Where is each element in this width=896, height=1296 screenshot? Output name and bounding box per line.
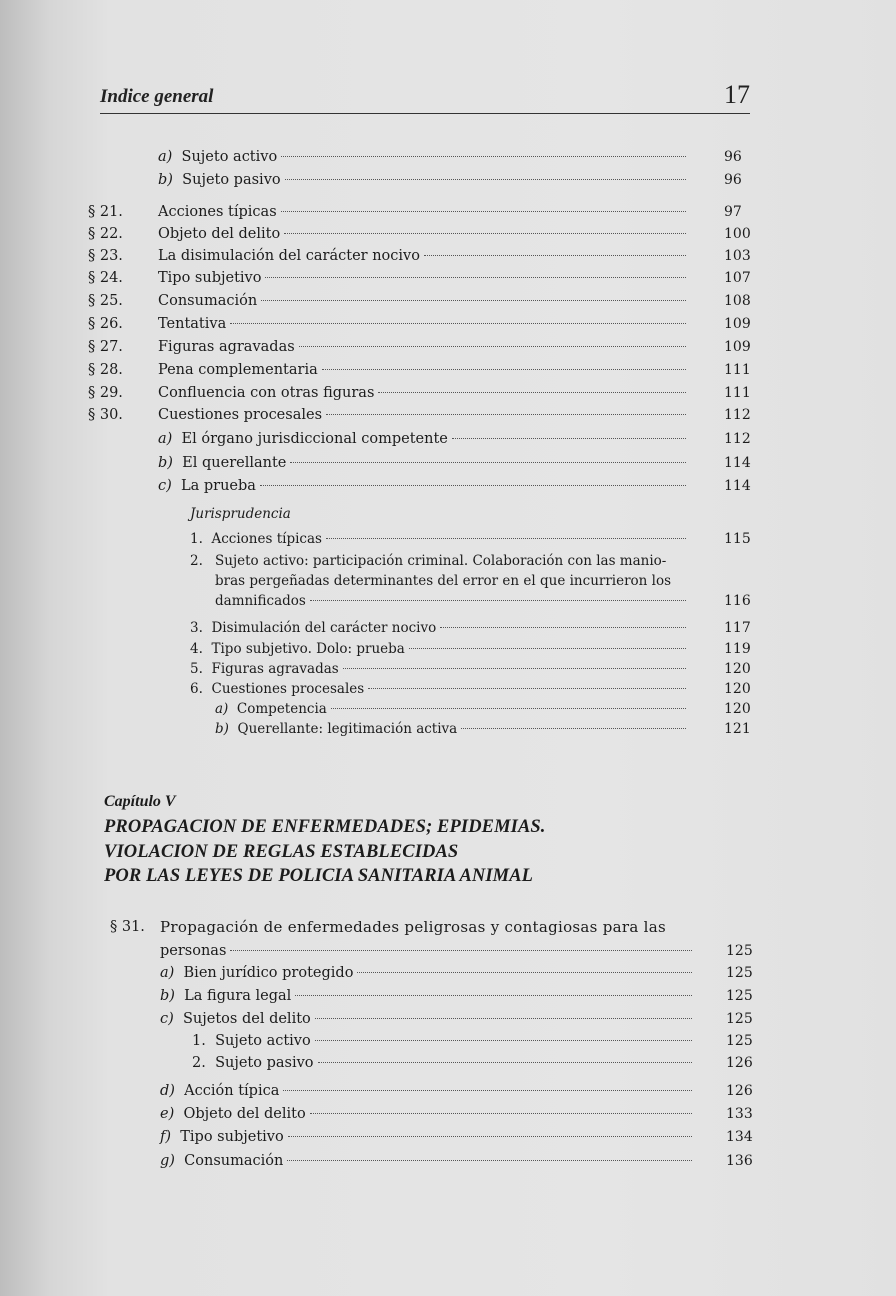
entry-text: Tipo subjetivo. Dolo: prueba [211, 641, 405, 657]
entry-text: Sujeto pasivo [182, 172, 281, 188]
toc-entry[interactable] [160, 1103, 753, 1125]
entry-page: 125 [726, 988, 753, 1004]
header-title: Indice general [100, 86, 214, 107]
entry-page: 133 [726, 1106, 753, 1122]
entry-label: a) [160, 965, 175, 981]
dot-leader [230, 322, 686, 324]
entry-text: Tipo subjetivo [158, 270, 262, 286]
jurisprudence-title: Jurisprudencia [190, 506, 291, 522]
section-number: § 21. [88, 204, 123, 220]
entry-label: a) [158, 431, 173, 447]
entry-text: Sujeto activo [215, 1033, 311, 1049]
dot-leader [290, 461, 686, 463]
entry-page: 120 [724, 681, 751, 697]
entry-label: 4. [190, 641, 203, 657]
entry-label: c) [160, 1011, 174, 1027]
toc-entry[interactable] [158, 146, 742, 168]
entry-text: Disimulación del carácter nocivo [211, 620, 437, 636]
dot-leader [230, 949, 692, 951]
page-number: 17 [724, 80, 750, 109]
entry-text: Figuras agravadas [158, 339, 295, 355]
dot-leader [326, 537, 686, 539]
dot-leader [424, 254, 686, 256]
section-number: § 22. [88, 226, 123, 242]
dot-leader [281, 210, 686, 212]
toc-entry[interactable] [160, 1080, 753, 1102]
section-number: § 27. [88, 339, 123, 355]
toc-entry[interactable] [160, 985, 753, 1007]
entry-text: Pena complementaria [158, 362, 318, 378]
entry-text: Acciones típicas [211, 531, 322, 547]
entry-text: El querellante [182, 455, 287, 471]
jurisprudence-entry[interactable] [190, 638, 751, 660]
entry-text: Cuestiones procesales [211, 681, 365, 697]
toc-entry[interactable] [88, 359, 751, 381]
entry-text: La disimulación del carácter nocivo [158, 248, 420, 264]
toc-entry[interactable] [88, 313, 751, 335]
dot-leader [310, 599, 686, 601]
section-number: § 24. [88, 270, 123, 286]
chapter-heading-line: PROPAGACION DE ENFERMEDADES; EPIDEMIAS. [104, 817, 546, 837]
dot-leader [318, 1061, 692, 1063]
entry-text: Objeto del delito [158, 226, 281, 242]
jurisprudence-entry-text-line: Sujeto activo: participación criminal. Colaboración con las manio- [215, 553, 667, 569]
dot-leader [315, 1017, 692, 1019]
entry-text: Sujeto pasivo [215, 1055, 314, 1071]
jurisprudence-entry[interactable] [215, 698, 751, 720]
toc-entry[interactable] [88, 245, 751, 267]
dot-leader [287, 1159, 692, 1161]
section-number: § 23. [88, 248, 123, 264]
toc-entry[interactable] [88, 290, 751, 312]
entry-page: 97 [724, 204, 742, 220]
toc-entry[interactable] [160, 962, 753, 984]
section-31-text-line: Propagación de enfermedades peligrosas y contagiosas para las [160, 918, 667, 936]
dot-leader [310, 1112, 692, 1114]
entry-page: 115 [724, 531, 751, 547]
dot-leader [265, 276, 686, 278]
entry-page: 120 [724, 661, 751, 677]
entry-page: 108 [724, 293, 751, 309]
entry-label: b) [158, 172, 173, 188]
toc-entry[interactable] [160, 1150, 753, 1172]
entry-page: 125 [726, 943, 753, 959]
jurisprudence-entry[interactable] [190, 617, 751, 639]
entry-text: Consumación [184, 1153, 284, 1169]
toc-entry[interactable] [160, 1008, 753, 1030]
entry-page: 120 [724, 701, 751, 717]
entry-page: 100 [724, 226, 751, 242]
entry-page: 96 [724, 172, 742, 188]
dot-leader [357, 971, 692, 973]
jurisprudence-entry[interactable] [215, 718, 751, 740]
jurisprudence-entry[interactable] [215, 590, 751, 612]
toc-entry[interactable] [160, 940, 753, 962]
entry-text: Acciones típicas [158, 204, 277, 220]
dot-leader [295, 994, 692, 996]
dot-leader [461, 727, 686, 729]
entry-label: b) [215, 721, 229, 737]
dot-leader [315, 1039, 692, 1041]
toc-entry[interactable] [88, 201, 742, 223]
entry-page: 109 [724, 339, 751, 355]
entry-page: 134 [726, 1129, 753, 1145]
entry-page: 96 [724, 149, 742, 165]
jurisprudence-entry-label: 2. [190, 553, 203, 569]
dot-leader [378, 391, 686, 393]
toc-entry[interactable] [192, 1030, 753, 1052]
entry-label: d) [160, 1083, 175, 1099]
entry-text: Figuras agravadas [211, 661, 339, 677]
dot-leader [440, 626, 686, 628]
entry-page: 112 [724, 407, 751, 423]
dot-leader [261, 299, 686, 301]
toc-entry[interactable] [88, 223, 751, 245]
entry-text: Consumación [158, 293, 258, 309]
dot-leader [452, 437, 686, 439]
entry-page: 125 [726, 1011, 753, 1027]
entry-page: 111 [724, 385, 751, 401]
entry-text: Querellante: legitimación activa [237, 721, 458, 737]
chapter-heading-line: VIOLACION DE REGLAS ESTABLECIDAS [104, 842, 459, 862]
entry-page: 136 [726, 1153, 753, 1169]
entry-label: c) [158, 478, 172, 494]
dot-leader [260, 484, 686, 486]
entry-text: personas [160, 943, 227, 959]
entry-page: 117 [724, 620, 751, 636]
section-number: § 30. [88, 407, 123, 423]
entry-page: 126 [726, 1055, 753, 1071]
jurisprudence-entry[interactable] [190, 678, 751, 700]
entry-text: Objeto del delito [183, 1106, 306, 1122]
entry-page: 111 [724, 362, 751, 378]
entry-text: Sujetos del delito [183, 1011, 311, 1027]
entry-page: 126 [726, 1083, 753, 1099]
toc-entry[interactable] [158, 169, 742, 191]
entry-page: 125 [726, 965, 753, 981]
dot-leader [343, 667, 686, 669]
dot-leader [284, 232, 686, 234]
entry-page: 121 [724, 721, 751, 737]
entry-label: g) [160, 1153, 175, 1169]
chapter-label: Capítulo V [104, 793, 176, 810]
entry-label: 2. [192, 1055, 206, 1071]
dot-leader [283, 1089, 692, 1091]
dot-leader [331, 707, 686, 709]
entry-page: 119 [724, 641, 751, 657]
entry-text: La figura legal [184, 988, 292, 1004]
chapter-heading-line: POR LAS LEYES DE POLICIA SANITARIA ANIMAL [104, 866, 534, 886]
entry-label: 1. [190, 531, 203, 547]
entry-page: 103 [724, 248, 751, 264]
section-number: § 31. [110, 919, 145, 935]
entry-text: Tipo subjetivo [180, 1129, 284, 1145]
toc-entry[interactable] [88, 267, 751, 289]
entry-label: 6. [190, 681, 203, 697]
jurisprudence-entry-text-line: bras pergeñadas determinantes del error en el que incurrieron los [215, 573, 672, 589]
dot-leader [322, 368, 686, 370]
dot-leader [285, 178, 686, 180]
entry-page: 114 [724, 478, 751, 494]
entry-label: f) [160, 1129, 172, 1145]
entry-label: b) [158, 455, 173, 471]
dot-leader [281, 155, 686, 157]
entry-page: 114 [724, 455, 751, 471]
toc-entry[interactable] [158, 475, 751, 497]
entry-page: 107 [724, 270, 751, 286]
entry-text: Sujeto activo [181, 149, 278, 165]
entry-text: Confluencia con otras figuras [158, 385, 375, 401]
toc-entry[interactable] [160, 1126, 753, 1148]
header-rule [100, 113, 750, 114]
entry-text: Tentativa [158, 316, 227, 332]
entry-page: 116 [724, 593, 751, 609]
dot-leader [409, 647, 686, 649]
entry-label: b) [160, 988, 175, 1004]
entry-page: 109 [724, 316, 751, 332]
section-number: § 25. [88, 293, 123, 309]
jurisprudence-entry[interactable] [190, 528, 751, 550]
entry-text: Bien jurídico protegido [183, 965, 354, 981]
entry-label: 3. [190, 620, 203, 636]
dot-leader [326, 413, 686, 415]
entry-page: 125 [726, 1033, 753, 1049]
dot-leader [368, 687, 686, 689]
toc-entry[interactable] [158, 428, 751, 450]
section-number: § 26. [88, 316, 123, 332]
dot-leader [299, 345, 686, 347]
toc-entry[interactable] [192, 1052, 753, 1074]
dot-leader [288, 1135, 692, 1137]
entry-text: Acción típica [184, 1083, 280, 1099]
entry-label: a) [158, 149, 173, 165]
entry-label: e) [160, 1106, 175, 1122]
entry-text: Cuestiones procesales [158, 407, 323, 423]
entry-text: Competencia [236, 701, 327, 717]
entry-text: damnificados [215, 593, 306, 609]
jurisprudence-entry[interactable] [190, 658, 751, 680]
section-number: § 29. [88, 385, 123, 401]
entry-text: La prueba [181, 478, 256, 494]
toc-entry[interactable] [158, 452, 751, 474]
toc-entry[interactable] [88, 336, 751, 358]
entry-text: El órgano jurisdiccional competente [181, 431, 448, 447]
toc-entry[interactable] [88, 382, 751, 404]
entry-label: 5. [190, 661, 203, 677]
section-number: § 28. [88, 362, 123, 378]
entry-label: a) [215, 701, 229, 717]
toc-entry[interactable] [88, 404, 751, 426]
entry-page: 112 [724, 431, 751, 447]
entry-label: 1. [192, 1033, 206, 1049]
